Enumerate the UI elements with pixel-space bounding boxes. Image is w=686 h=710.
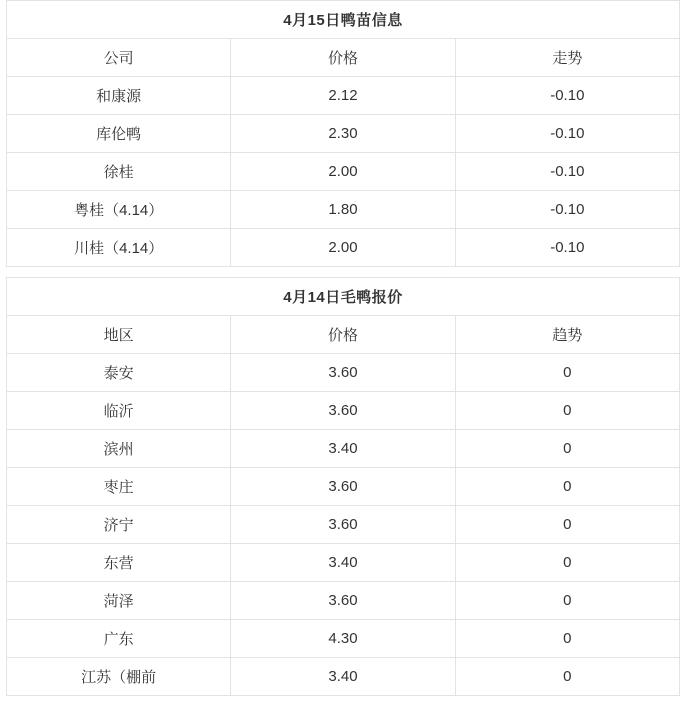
column-header-trend: 走势: [455, 39, 679, 77]
column-header-trend: 趋势: [455, 316, 679, 354]
column-header-region: 地区: [7, 316, 231, 354]
table-title: 4月15日鸭苗信息: [7, 1, 680, 39]
table-spacer: [0, 267, 686, 277]
cell-price: 3.40: [231, 430, 455, 468]
cell-region: 临沂: [7, 392, 231, 430]
cell-company: 川桂（4.14）: [7, 229, 231, 267]
table-row: [7, 658, 680, 696]
cell-price: 2.00: [231, 229, 455, 267]
cell-company: 和康源: [7, 77, 231, 115]
cell-trend: -0.10: [455, 77, 679, 115]
cell-company: 库伦鸭: [7, 115, 231, 153]
cell-price: 3.60: [231, 392, 455, 430]
cell-price: 3.40: [231, 544, 455, 582]
cell-trend: -0.10: [455, 153, 679, 191]
cell-price: 2.12: [231, 77, 455, 115]
cell-region: 枣庄: [7, 468, 231, 506]
table-row: [7, 582, 680, 620]
cell-trend: 0: [455, 620, 679, 658]
column-header-price: 价格: [231, 316, 455, 354]
cell-trend: 0: [455, 468, 679, 506]
cell-region: 广东: [7, 620, 231, 658]
cell-trend: 0: [455, 544, 679, 582]
cell-region: 泰安: [7, 354, 231, 392]
cell-price: 4.30: [231, 620, 455, 658]
table-row: [7, 506, 680, 544]
cell-trend: 0: [455, 506, 679, 544]
cell-region: 菏泽: [7, 582, 231, 620]
duckling-info-table: [6, 0, 680, 267]
table-title-row: [7, 278, 680, 316]
cell-price: 3.60: [231, 582, 455, 620]
cell-company: 粤桂（4.14）: [7, 191, 231, 229]
cell-company: 徐桂: [7, 153, 231, 191]
cell-price: 3.60: [231, 468, 455, 506]
table-row: [7, 77, 680, 115]
cell-region: 江苏（棚前: [7, 658, 231, 696]
table-row: [7, 468, 680, 506]
column-header-price: 价格: [231, 39, 455, 77]
cell-price: 2.30: [231, 115, 455, 153]
cell-trend: 0: [455, 430, 679, 468]
cell-trend: -0.10: [455, 191, 679, 229]
cell-trend: 0: [455, 658, 679, 696]
table-row: [7, 544, 680, 582]
column-header-company: 公司: [7, 39, 231, 77]
table-title: 4月14日毛鸭报价: [7, 278, 680, 316]
cell-region: 东营: [7, 544, 231, 582]
cell-trend: -0.10: [455, 229, 679, 267]
cell-trend: 0: [455, 354, 679, 392]
table-header-row: [7, 316, 680, 354]
table-row: [7, 392, 680, 430]
table-row: [7, 620, 680, 658]
table-row: [7, 430, 680, 468]
cell-trend: 0: [455, 392, 679, 430]
table-title-row: [7, 1, 680, 39]
table-row: [7, 229, 680, 267]
table-row: [7, 191, 680, 229]
table-header-row: [7, 39, 680, 77]
cell-price: 1.80: [231, 191, 455, 229]
cell-region: 济宁: [7, 506, 231, 544]
cell-price: 3.60: [231, 354, 455, 392]
cell-price: 3.40: [231, 658, 455, 696]
table-row: [7, 153, 680, 191]
cell-trend: 0: [455, 582, 679, 620]
cell-region: 滨州: [7, 430, 231, 468]
cell-price: 3.60: [231, 506, 455, 544]
cell-price: 2.00: [231, 153, 455, 191]
cell-trend: -0.10: [455, 115, 679, 153]
table-row: [7, 115, 680, 153]
duck-price-table: [6, 277, 680, 696]
table-row: [7, 354, 680, 392]
